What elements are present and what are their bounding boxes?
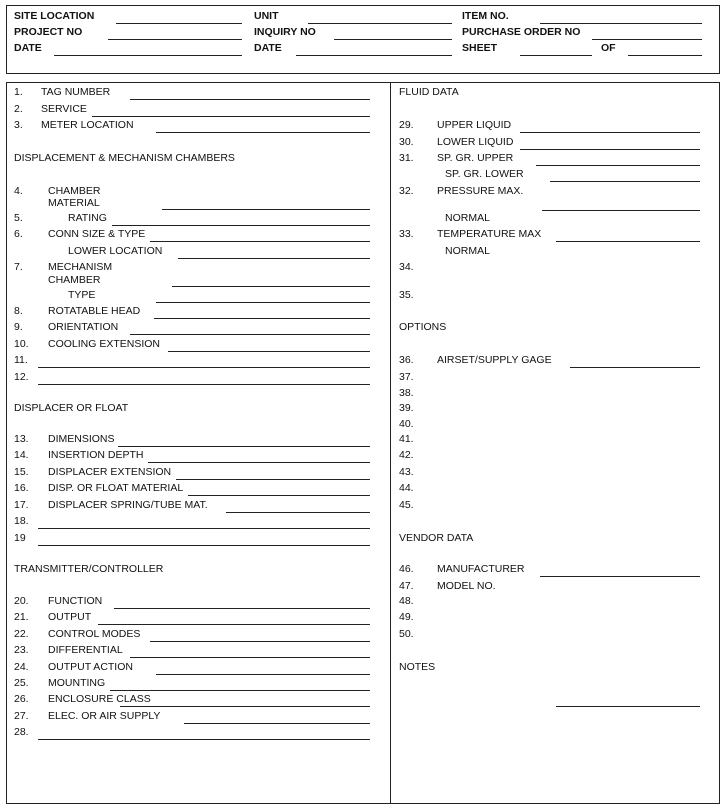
manufacturer-label: MANUFACTURER xyxy=(437,563,525,575)
item-number: 26. xyxy=(14,693,29,705)
item-number: 48. xyxy=(399,595,414,607)
site-location-label: SITE LOCATION xyxy=(14,10,95,22)
item-number: 12. xyxy=(14,371,29,383)
mechanism-chamber-label: CHAMBER xyxy=(48,274,101,286)
section-heading-chambers: DISPLACEMENT & MECHANISM CHAMBERS xyxy=(14,152,235,164)
item-number: 46. xyxy=(399,563,414,575)
item-number: 35. xyxy=(399,289,414,301)
item-number: 44. xyxy=(399,482,414,494)
item-number: 50. xyxy=(399,628,414,640)
blank-field[interactable] xyxy=(38,528,370,529)
sp-gr-upper-field[interactable] xyxy=(536,165,700,166)
item-number: 15. xyxy=(14,466,29,478)
of-label: OF xyxy=(601,42,616,54)
item-number: 38. xyxy=(399,387,414,399)
output-action-field[interactable] xyxy=(156,674,370,675)
blank-field[interactable] xyxy=(38,739,370,740)
temperature-normal-label: NORMAL xyxy=(445,245,490,257)
item-number: 9. xyxy=(14,321,23,333)
section-heading-vendor: VENDOR DATA xyxy=(399,532,474,544)
lower-location-field[interactable] xyxy=(178,258,370,259)
service-label: SERVICE xyxy=(41,103,87,115)
temperature-max-label: TEMPERATURE MAX xyxy=(437,228,542,240)
item-number: 32. xyxy=(399,185,414,197)
item-number: 19 xyxy=(14,532,26,544)
pressure-max-label: PRESSURE MAX. xyxy=(437,185,524,197)
item-number: 24. xyxy=(14,661,29,673)
item-number: 17. xyxy=(14,499,29,511)
chamber-label: CHAMBER xyxy=(48,185,101,197)
function-field[interactable] xyxy=(114,608,370,609)
unit-field[interactable] xyxy=(308,23,452,24)
item-number: 14. xyxy=(14,449,29,461)
item-number: 11. xyxy=(14,354,28,366)
spring-tube-field[interactable] xyxy=(226,512,370,513)
item-number: 41. xyxy=(399,433,414,445)
item-number: 23. xyxy=(14,644,29,656)
project-no-field[interactable] xyxy=(108,39,242,40)
item-number: 42. xyxy=(399,449,414,461)
type-label: TYPE xyxy=(68,289,96,301)
item-number: 37. xyxy=(399,371,414,383)
manufacturer-field[interactable] xyxy=(540,576,700,577)
insertion-depth-label: INSERTION DEPTH xyxy=(48,449,144,461)
blank-field[interactable] xyxy=(38,545,370,546)
item-number: 30. xyxy=(399,136,414,148)
site-location-field[interactable] xyxy=(116,23,242,24)
float-material-label: DISP. OR FLOAT MATERIAL xyxy=(48,482,184,494)
blank-field[interactable] xyxy=(38,384,370,385)
item-number: 33. xyxy=(399,228,414,240)
cooling-extension-label: COOLING EXTENSION xyxy=(48,338,161,350)
item-number: 28. xyxy=(14,726,29,738)
lower-liquid-field[interactable] xyxy=(520,149,700,150)
item-no-field[interactable] xyxy=(540,23,702,24)
item-number: 25. xyxy=(14,677,29,689)
item-number: 8. xyxy=(14,305,23,317)
item-number: 29. xyxy=(399,119,414,131)
item-number: 1. xyxy=(14,86,23,98)
item-number: 49. xyxy=(399,611,414,623)
orientation-field[interactable] xyxy=(130,334,370,335)
upper-liquid-label: UPPER LIQUID xyxy=(437,119,512,131)
model-no-label: MODEL NO. xyxy=(437,580,496,592)
section-heading-transmitter: TRANSMITTER/CONTROLLER xyxy=(14,563,164,575)
item-number: 27. xyxy=(14,710,29,722)
item-number: 2. xyxy=(14,103,23,115)
item-number: 16. xyxy=(14,482,29,494)
rating-label: RATING xyxy=(68,212,107,224)
item-number: 7. xyxy=(14,261,23,273)
sp-gr-upper-label: SP. GR. UPPER xyxy=(437,152,514,164)
section-heading-notes: NOTES xyxy=(399,661,436,673)
meter-location-label: METER LOCATION xyxy=(41,119,134,131)
control-modes-field[interactable] xyxy=(150,641,370,642)
date-field-mid[interactable] xyxy=(296,55,452,56)
item-number: 6. xyxy=(14,228,23,240)
output-label: OUTPUT xyxy=(48,611,92,623)
supply-label: ELEC. OR AIR SUPPLY xyxy=(48,710,161,722)
sp-gr-lower-field[interactable] xyxy=(550,181,700,182)
enclosure-class-label: ENCLOSURE CLASS xyxy=(48,693,151,705)
blank-field[interactable] xyxy=(38,367,370,368)
mechanism-chamber-field[interactable] xyxy=(172,286,370,287)
dimensions-label: DIMENSIONS xyxy=(48,433,115,445)
meter-location-field[interactable] xyxy=(156,132,370,133)
float-material-field[interactable] xyxy=(188,495,370,496)
rating-field[interactable] xyxy=(112,225,370,226)
sheet-field[interactable] xyxy=(520,55,592,56)
material-label: MATERIAL xyxy=(48,197,100,209)
section-heading-fluid: FLUID DATA xyxy=(399,86,459,98)
cooling-extension-field[interactable] xyxy=(168,351,370,352)
spring-tube-label: DISPLACER SPRING/TUBE MAT. xyxy=(48,499,208,511)
output-action-label: OUTPUT ACTION xyxy=(48,661,133,673)
airset-gage-label: AIRSET/SUPPLY GAGE xyxy=(437,354,552,366)
item-number: 31. xyxy=(399,152,414,164)
item-number: 43. xyxy=(399,466,414,478)
inquiry-no-label: INQUIRY NO xyxy=(254,26,316,38)
conn-size-label: CONN SIZE & TYPE xyxy=(48,228,146,240)
item-number: 47. xyxy=(399,580,414,592)
enclosure-class-field[interactable] xyxy=(120,706,370,707)
inquiry-no-field[interactable] xyxy=(334,39,452,40)
of-field[interactable] xyxy=(628,55,702,56)
displacer-extension-field[interactable] xyxy=(176,479,370,480)
airset-gage-field[interactable] xyxy=(570,367,700,368)
orientation-label: ORIENTATION xyxy=(48,321,119,333)
item-number: 5. xyxy=(14,212,23,224)
item-number: 36. xyxy=(399,354,414,366)
tag-number-field[interactable] xyxy=(130,99,370,100)
lower-liquid-label: LOWER LIQUID xyxy=(437,136,514,148)
item-number: 40. xyxy=(399,418,414,430)
section-heading-options: OPTIONS xyxy=(399,321,447,333)
differential-label: DIFFERENTIAL xyxy=(48,644,123,656)
supply-field[interactable] xyxy=(184,723,370,724)
date-label-mid: DATE xyxy=(254,42,282,54)
displacer-extension-label: DISPLACER EXTENSION xyxy=(48,466,172,478)
notes-field[interactable] xyxy=(556,706,700,707)
rotatable-head-label: ROTATABLE HEAD xyxy=(48,305,141,317)
pressure-max-field[interactable] xyxy=(542,210,700,211)
purchase-order-field[interactable] xyxy=(592,39,702,40)
item-number: 13. xyxy=(14,433,29,445)
mechanism-label: MECHANISM xyxy=(48,261,113,273)
item-number: 45. xyxy=(399,499,414,511)
temperature-max-field[interactable] xyxy=(556,241,700,242)
item-number: 39. xyxy=(399,402,414,414)
item-number: 3. xyxy=(14,119,23,131)
rotatable-head-field[interactable] xyxy=(154,318,370,319)
sheet-label: SHEET xyxy=(462,42,498,54)
differential-field[interactable] xyxy=(130,657,370,658)
mounting-field[interactable] xyxy=(110,690,370,691)
chamber-material-field[interactable] xyxy=(162,209,370,210)
project-no-label: PROJECT NO xyxy=(14,26,83,38)
unit-label: UNIT xyxy=(254,10,279,22)
pressure-normal-label: NORMAL xyxy=(445,212,490,224)
purchase-order-label: PURCHASE ORDER NO xyxy=(462,26,581,38)
item-number: 4. xyxy=(14,185,23,197)
tag-number-label: TAG NUMBER xyxy=(41,86,111,98)
item-number: 18. xyxy=(14,515,29,527)
dimensions-field[interactable] xyxy=(118,446,370,447)
output-field[interactable] xyxy=(98,624,370,625)
sp-gr-lower-label: SP. GR. LOWER xyxy=(445,168,524,180)
type-field[interactable] xyxy=(156,302,370,303)
upper-liquid-field[interactable] xyxy=(520,132,700,133)
item-number: 21. xyxy=(14,611,29,623)
item-number: 20. xyxy=(14,595,29,607)
item-number: 10. xyxy=(14,338,29,350)
function-label: FUNCTION xyxy=(48,595,103,607)
date-label-left: DATE xyxy=(14,42,42,54)
date-field-left[interactable] xyxy=(54,55,242,56)
item-no-label: ITEM NO. xyxy=(462,10,509,22)
section-heading-displacer: DISPLACER OR FLOAT xyxy=(14,402,129,414)
service-field[interactable] xyxy=(92,116,370,117)
insertion-depth-field[interactable] xyxy=(148,462,370,463)
lower-location-label: LOWER LOCATION xyxy=(68,245,163,257)
item-number: 34. xyxy=(399,261,414,273)
item-number: 22. xyxy=(14,628,29,640)
column-divider xyxy=(390,82,391,804)
control-modes-label: CONTROL MODES xyxy=(48,628,141,640)
conn-size-field[interactable] xyxy=(150,241,370,242)
mounting-label: MOUNTING xyxy=(48,677,106,689)
